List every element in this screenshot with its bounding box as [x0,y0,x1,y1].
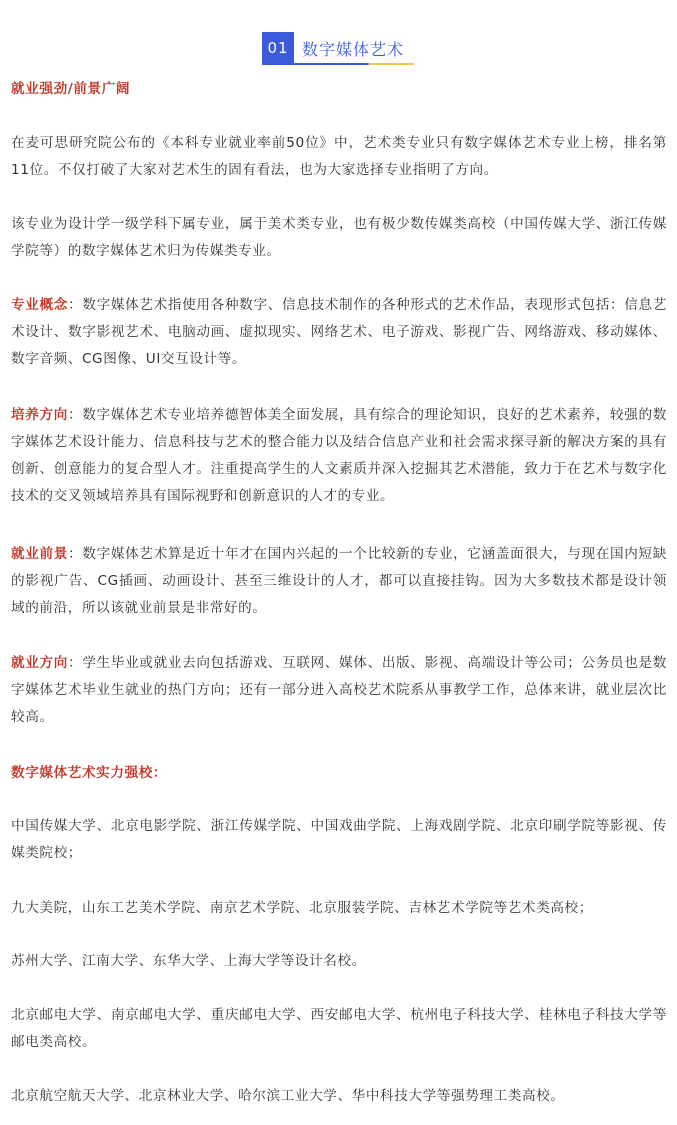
paragraph-schools-telecom: 北京邮电大学、南京邮电大学、重庆邮电大学、西安邮电大学、杭州电子科技大学、桂林电子科技大学等邮电类高校。 [11,1007,667,1050]
section-title-underline [262,63,414,65]
direction-text: ：学生毕业或就业去向包括游戏、互联网、媒体、出版、影视、高端设计等公司；公务员也是数字媒体艺术毕业生就业的热门方向；还有一部分进入高校艺术院系从事教学工作，总体来讲，就业层次比较高。 [11,655,668,725]
subheading-employment: 就业强劲/前景广阔 [11,81,131,97]
paragraph-concept [11,292,667,373]
prospect-text: ：数字媒体艺术算是近十年才在国内兴起的一个比较新的专业，它涵盖面很大，与现在国内短缺的影视广告、CG插画、动画设计、甚至三维设计的人才，都可以直接挂钩。因为大多数技术都是设计领域的前沿，所以该就业前景是非常好的。 [11,546,668,616]
paragraph-prospect [11,541,667,622]
paragraph-ranking: 在麦可思研究院公布的《本科专业就业率前50位》中，艺术类专业只有数字媒体艺术专业上榜，排名第11位。不仅打破了大家对艺术生的固有看法，也为大家选择专业指明了方向。 [11,135,667,178]
paragraph-discipline: 该专业为设计学一级学科下属专业，属于美术类专业，也有极少数传媒类高校（中国传媒大学、浙江传媒学院等）的数字媒体艺术归为传媒类专业。 [11,216,667,259]
subheading-schools: 数字媒体艺术实力强校： [11,765,168,781]
concept-label: 专业概念 [11,297,69,313]
training-label: 培养方向 [11,407,69,423]
prospect-label: 就业前景 [11,546,69,562]
paragraph-training [11,402,667,510]
paragraph-schools-art: 九大美院，山东工艺美术学院、南京艺术学院、北京服装学院、吉林艺术学院等艺术类高校； [11,900,593,916]
training-text: ：数字媒体艺术专业培养德智体美全面发展，具有综合的理论知识，良好的艺术素养，较强的数字媒体艺术设计能力、信息科技与艺术的整合能力以及结合信息产业和社会需求探寻新的解决方案的具有创新、创意能力的复合型人才。注重提高学生的人文素质并深入挖掘其艺术潜能，致力于在艺术与数字化技术的交叉领域培养具有国际视野和创新意识的人才的专业。 [11,407,668,504]
direction-label: 就业方向 [11,655,69,671]
section-header [262,32,410,64]
section-number-badge: 01 [262,32,294,64]
paragraph-schools-engineering: 北京航空航天大学、北京林业大学、哈尔滨工业大学、华中科技大学等强势理工类高校。 [11,1088,565,1104]
paragraph-schools-design: 苏州大学、江南大学、东华大学、上海大学等设计名校。 [11,953,366,969]
concept-text: ：数字媒体艺术指使用各种数字、信息技术制作的各种形式的艺术作品，表现形式包括：信息艺术设计、数字影视艺术、电脑动画、虚拟现实、网络艺术、电子游戏、影视广告、网络游戏、移动媒体、数字音频、CG图像、UI交互设计等。 [11,297,668,367]
paragraph-schools-media: 中国传媒大学、北京电影学院、浙江传媒学院、中国戏曲学院、上海戏剧学院、北京印刷学院等影视、传媒类院校； [11,818,667,861]
paragraph-direction [11,650,667,731]
section-title: 数字媒体艺术 [302,39,405,59]
